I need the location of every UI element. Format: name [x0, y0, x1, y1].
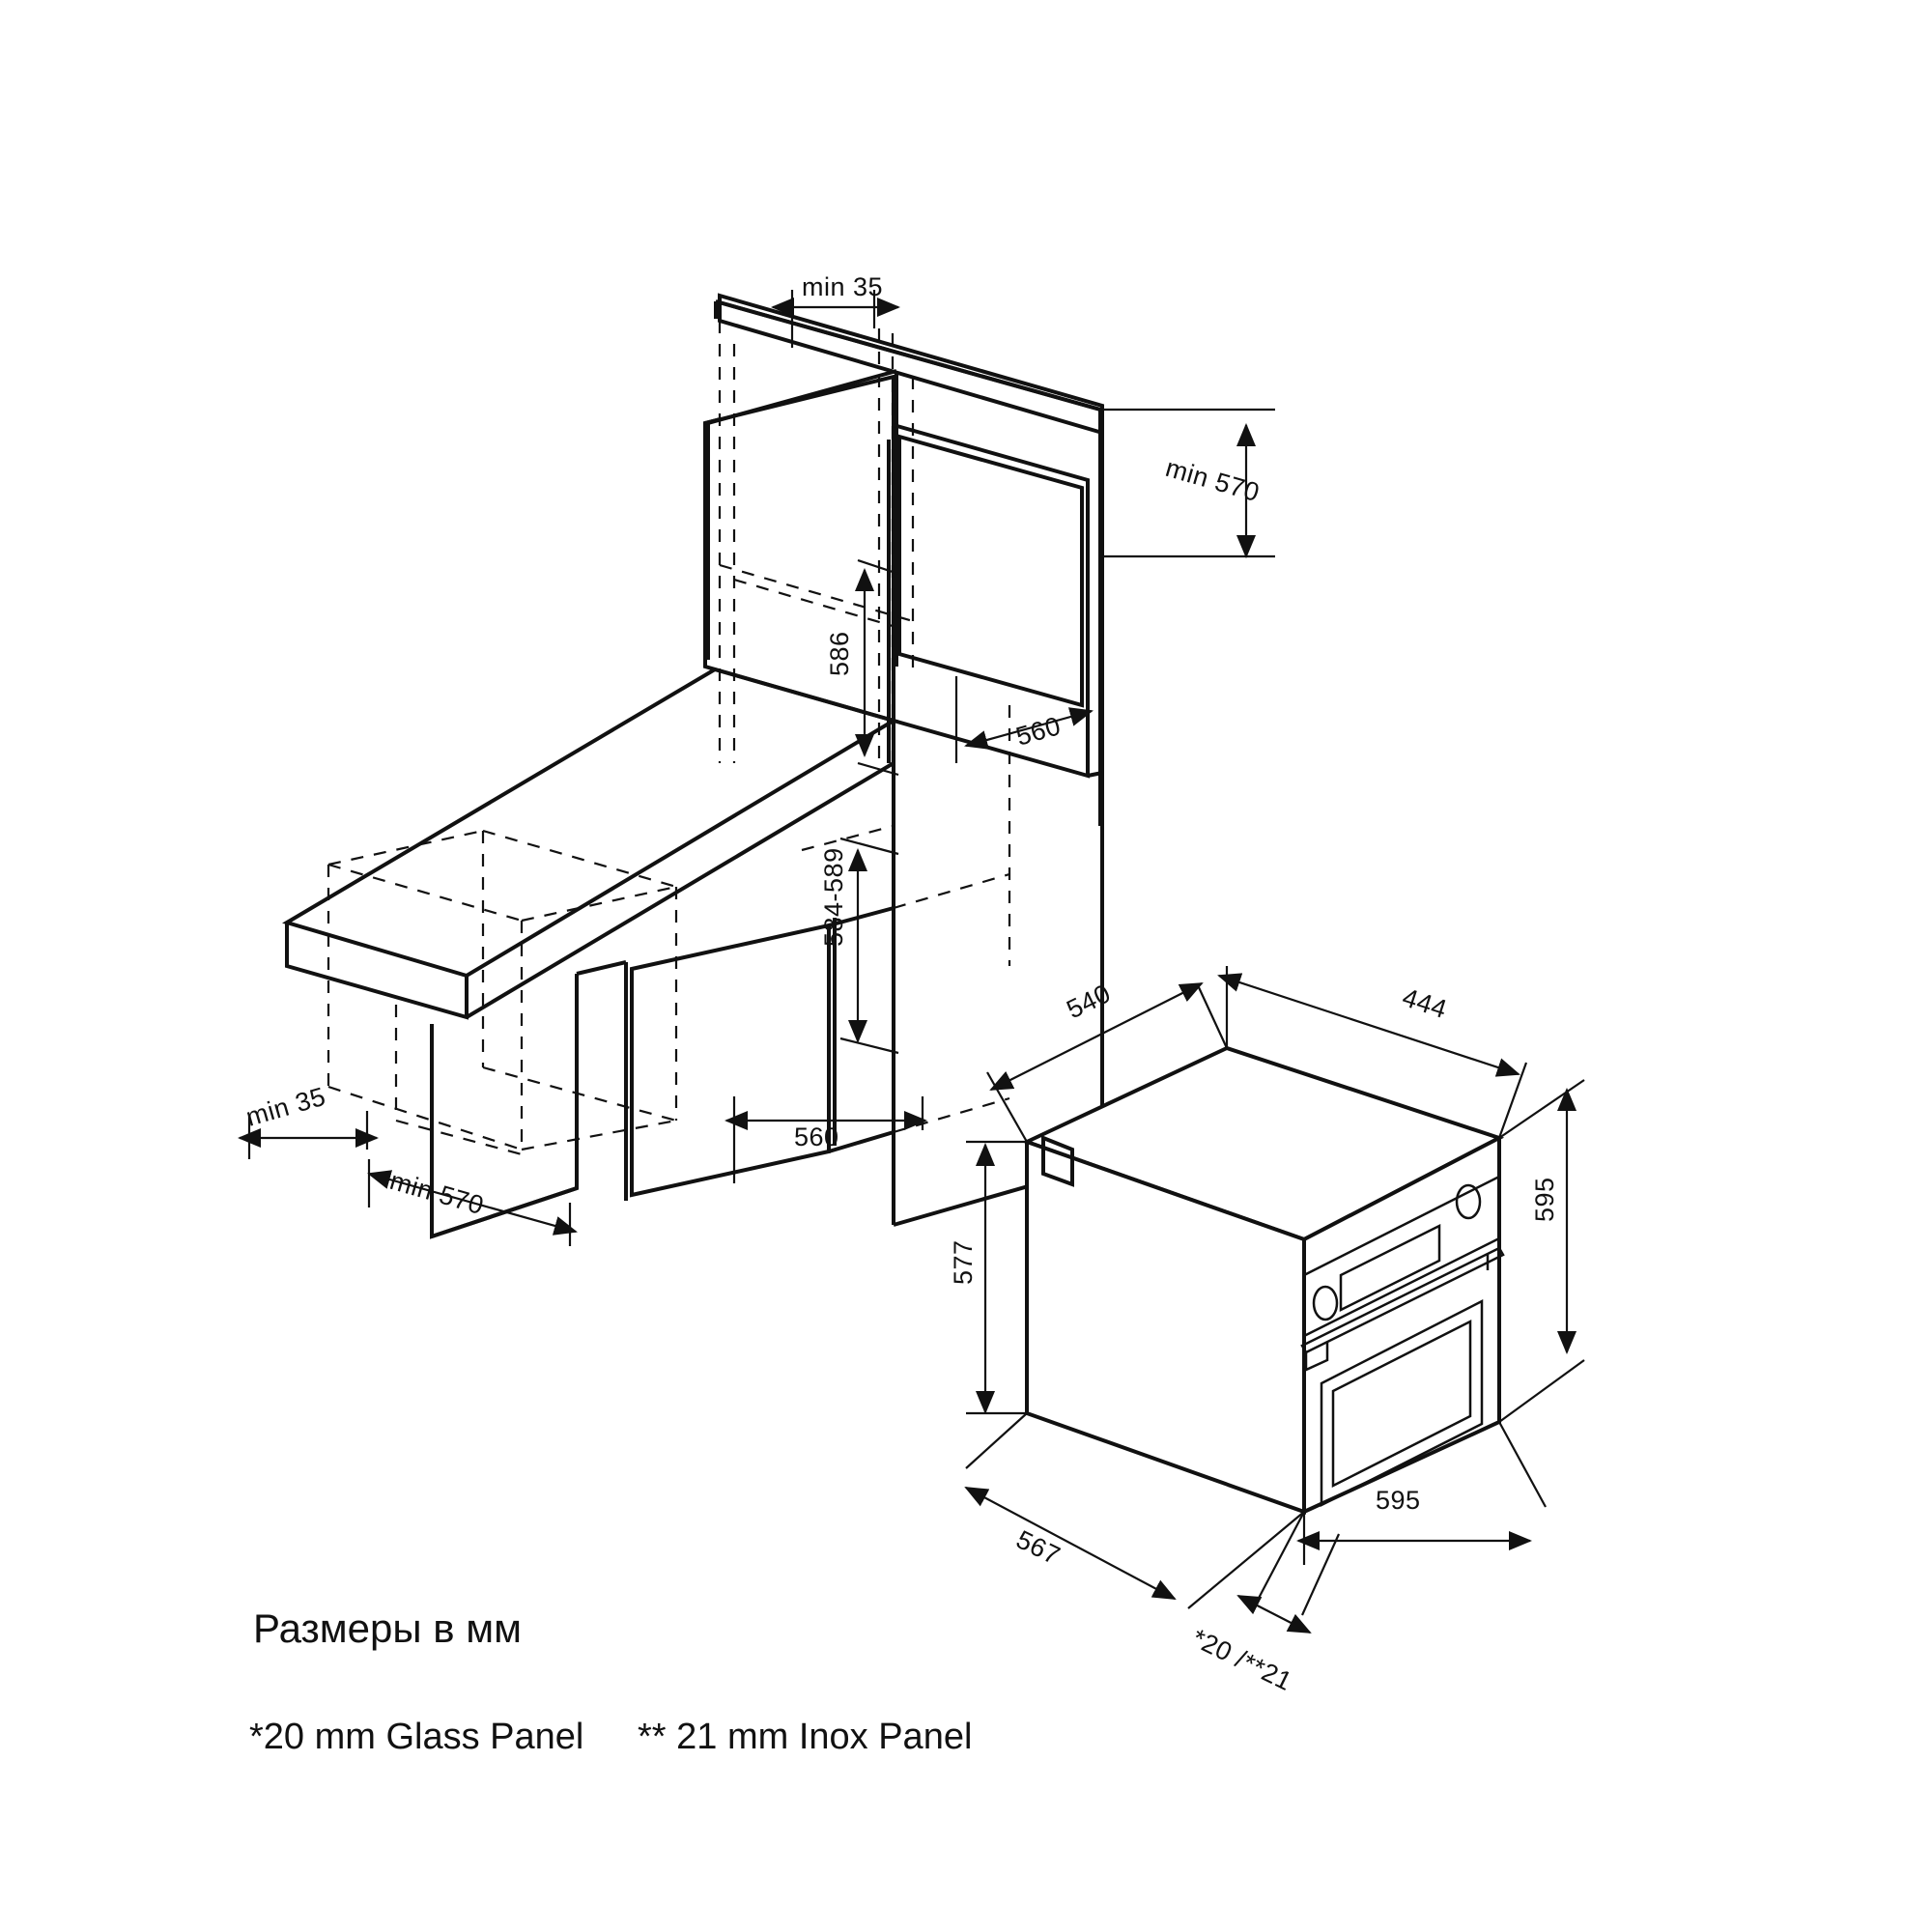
dim-label-584-589: 584-589	[819, 847, 848, 947]
oven-isometric	[949, 966, 1584, 1696]
dim-577-left	[949, 1142, 1027, 1413]
upper-top-panel	[720, 296, 1102, 433]
dim-label-595-right: 595	[1530, 1177, 1559, 1222]
dim-label-560-top: 560	[1012, 711, 1065, 752]
dim-584-589	[819, 838, 898, 1053]
units-title: Размеры в мм	[253, 1605, 522, 1651]
dim-label-577-left: 577	[949, 1239, 978, 1285]
dim-label-595-bottom: 595	[1376, 1486, 1421, 1515]
upper-niche-opening	[899, 437, 1082, 705]
note-inox-panel: ** 21 mm Inox Panel	[638, 1717, 973, 1757]
dim-label-444: 444	[1399, 982, 1451, 1025]
dim-bottom-min-570	[369, 1159, 576, 1246]
dim-top-min-570	[1102, 410, 1275, 556]
lower-niche-opening	[632, 925, 829, 1195]
dim-panel-thickness	[1187, 1512, 1339, 1696]
dim-bottom-min-35	[240, 1082, 377, 1159]
note-glass-panel: *20 mm Glass Panel	[249, 1717, 584, 1757]
dim-label-bottom-min-570: min 570	[386, 1165, 488, 1221]
dim-label-top-min-35: min 35	[802, 272, 884, 301]
dim-label-560-bottom: 560	[794, 1122, 839, 1151]
dim-595-right	[1499, 1080, 1584, 1422]
upper-cabinet-shell	[708, 301, 1100, 826]
dim-label-panel-thickness: *20 /**21	[1187, 1623, 1297, 1697]
dim-label-540: 540	[1062, 979, 1116, 1025]
dim-label-586: 586	[825, 631, 854, 676]
dim-label-567: 567	[1011, 1524, 1065, 1571]
dim-label-top-min-570: min 570	[1162, 452, 1264, 508]
dim-label-bottom-min-35: min 35	[242, 1081, 329, 1132]
dim-560-bottom	[726, 1096, 925, 1183]
